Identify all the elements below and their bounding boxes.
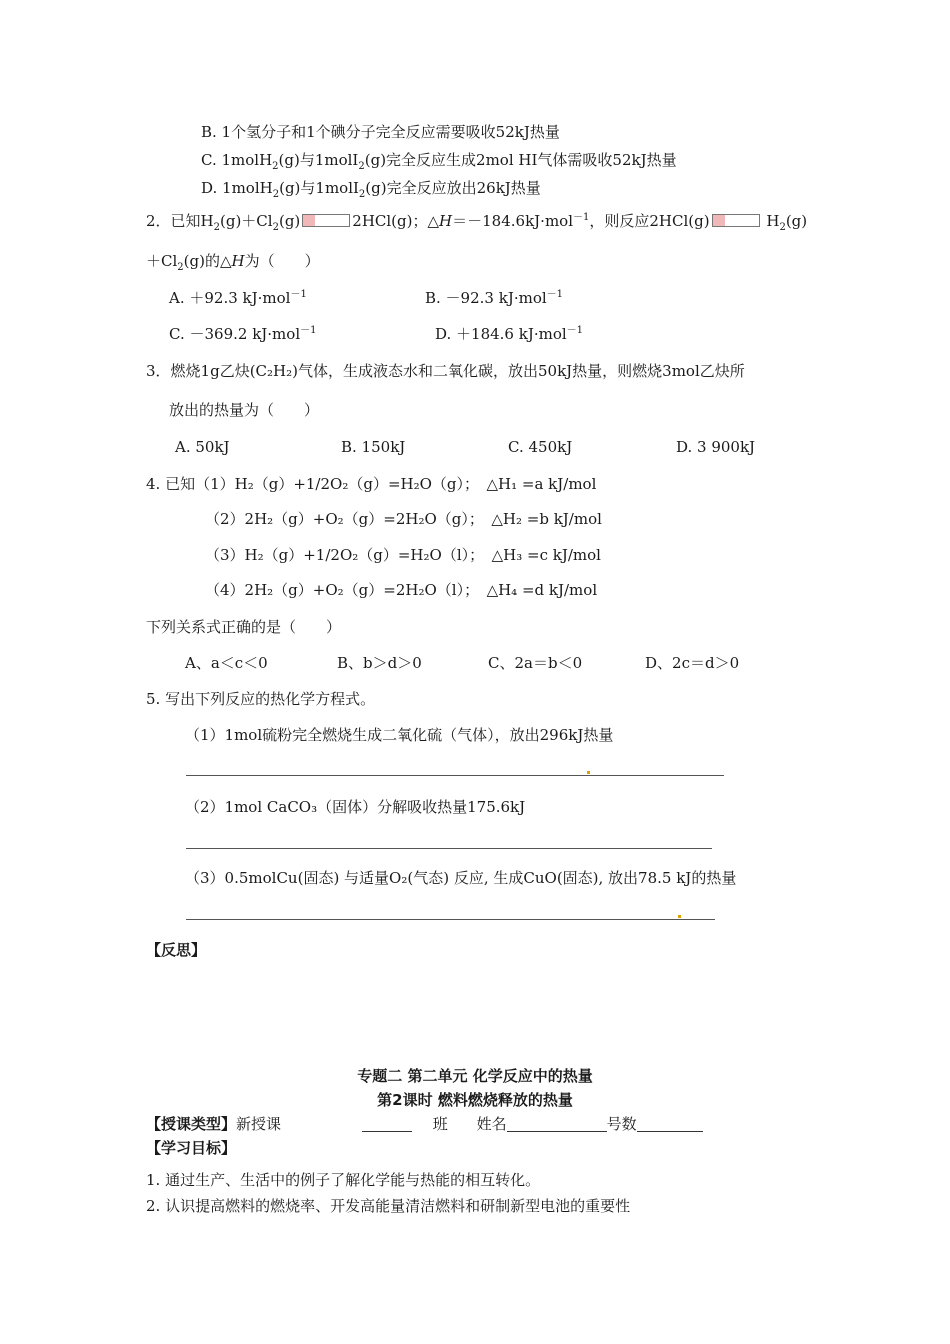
q4-option-d: D、2c＝d＞0: [645, 654, 740, 672]
q3-option-b: B. 150kJ: [341, 438, 406, 456]
q2-option-b: B. －92.3 kJ·mol$^{-1}$: [425, 289, 564, 307]
scan-artifact: [678, 915, 681, 918]
lesson-type-row: [146, 1114, 281, 1134]
answer-line-3[interactable]: [186, 919, 715, 920]
goal-2: 2. 认识提高燃料的燃烧率、开发高能量清洁燃料和研制新型电池的重要性: [146, 1197, 631, 1215]
q1-option-c: C. 1molH$_2$(g)与1molI$_2$(g)完全反应生成2mol HI气体需吸收52kJ热量: [201, 151, 677, 172]
class-field[interactable]: [362, 1115, 412, 1132]
q2-stem-line2: $+Cl_2(g)$的△H为（ ）: [146, 252, 320, 273]
q4-stem: 下列关系式正确的是（ ）: [146, 618, 342, 636]
q5-sub1: （1）1mol硫粉完全燃烧生成二氧化硫（气体），放出296kJ热量: [185, 726, 614, 744]
name-field[interactable]: [507, 1115, 607, 1132]
goal-1: 1. 通过生产、生活中的例子了解化学能与热能的相互转化。: [146, 1171, 541, 1189]
q2-option-c: C. －369.2 kJ·mol$^{-1}$: [169, 325, 317, 343]
q2-stem-line1: 2．已知$H_2(g)+Cl_2(g)$ 2HCl(g)；△H＝－184.6kJ·mol$^{-1}$，则反应2HCl(g) $H_2(g)$: [146, 212, 808, 233]
reaction-arrow-icon: [302, 214, 350, 227]
answer-line-2[interactable]: [186, 848, 712, 849]
lesson-subtitle: 第2课时 燃料燃烧释放的热量: [377, 1091, 573, 1109]
q5-sub2: （2）1mol CaCO₃（固体）分解吸收热量175.6kJ: [185, 798, 526, 816]
q4-equation-2: （2）2H₂（g）+O₂（g）=2H₂O（g）； △H₂ =b kJ/mol: [205, 510, 602, 528]
q4-equation-3: （3）H₂（g）+1/2O₂（g）=H₂O（l）； △H₃ =c kJ/mol: [205, 546, 601, 564]
q4-equation-4: （4）2H₂（g）+O₂（g）=2H₂O（l）； △H₄ =d kJ/mol: [205, 581, 598, 599]
class-label: 班: [432, 1115, 448, 1133]
q2-option-d: D. ＋184.6 kJ·mol$^{-1}$: [435, 325, 584, 343]
name-label: 姓名: [476, 1115, 507, 1133]
q3-option-d: D. 3 900kJ: [676, 438, 756, 456]
q5-sub3: （3）0.5molCu(固态) 与适量O₂(气态) 反应, 生成CuO(固态), 放出78.5 kJ的热量: [185, 869, 737, 887]
q3-stem-line1: 3．燃烧1g乙炔(C₂H₂)气体，生成液态水和二氧化碳，放出50kJ热量，则燃烧3mol乙炔所: [146, 362, 745, 380]
number-label: 号数: [606, 1115, 637, 1133]
lesson-title: 专题二 第二单元 化学反应中的热量: [357, 1067, 593, 1085]
q3-stem-line2: 放出的热量为（ ）: [169, 401, 320, 419]
scan-artifact: [587, 771, 590, 774]
q3-option-c: C. 450kJ: [508, 438, 573, 456]
q1-option-d: D. 1molH$_2$(g)与1molI$_2$(g)完全反应放出26kJ热量: [201, 179, 541, 200]
lesson-type-value: 新授课: [236, 1115, 282, 1133]
reaction-arrow-icon: [712, 214, 760, 227]
number-field[interactable]: [637, 1115, 703, 1132]
q5-title: 5. 写出下列反应的热化学方程式。: [146, 690, 376, 708]
answer-line-1[interactable]: [186, 775, 724, 776]
lesson-type-label: 【授课类型】: [146, 1115, 237, 1133]
q4-option-a: A、a＜c＜0: [185, 654, 268, 672]
q4-option-b: B、b＞d＞0: [337, 654, 422, 672]
student-info-row: [362, 1114, 703, 1134]
q2-option-a: A. ＋92.3 kJ·mol$^{-1}$: [169, 289, 307, 307]
goals-heading: 【学习目标】: [146, 1139, 237, 1157]
q4-equation-1: 4. 已知（1）H₂（g）+1/2O₂（g）=H₂O（g）； △H₁ =a kJ/mol: [146, 475, 597, 493]
q3-option-a: A. 50kJ: [175, 438, 230, 456]
q1-option-b: B. 1个氢分子和1个碘分子完全反应需要吸收52kJ热量: [201, 123, 560, 141]
reflection-heading: 【反思】: [146, 941, 207, 959]
q4-option-c: C、2a＝b＜0: [488, 654, 583, 672]
